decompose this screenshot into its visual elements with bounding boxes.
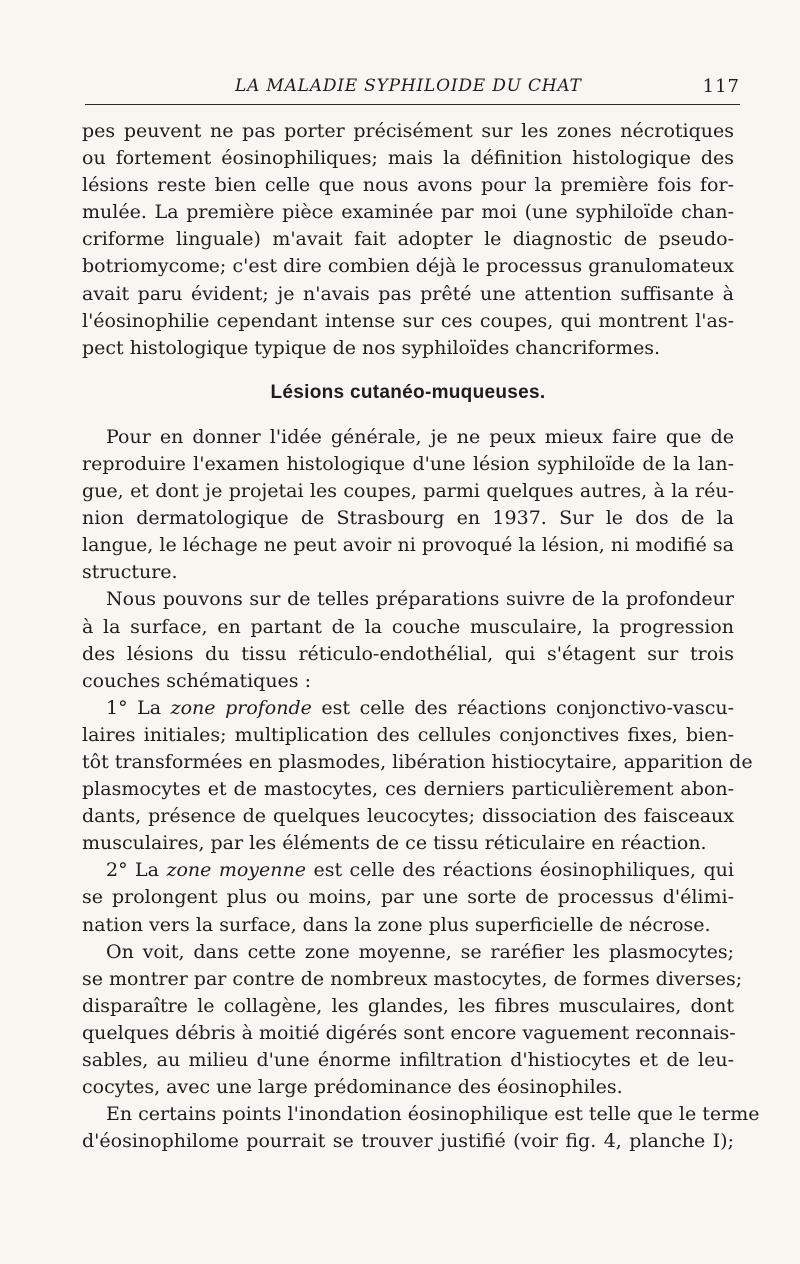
text-line: à la surface, en partant de la couche musculaire, la progression — [82, 615, 734, 638]
text-line: sables, au milieu d'une énorme infiltration d'histiocytes et de leu- — [82, 1049, 734, 1071]
emphasis-text: zone moyenne — [166, 859, 306, 882]
text-line: criforme linguale) m'avait fait adopter le diagnostic de pseudo- — [82, 228, 734, 251]
text-line: ou fortement éosinophiliques; mais la définition histologique des — [82, 147, 734, 170]
paragraph-7 — [82, 1101, 760, 1155]
paragraph-4 — [82, 695, 753, 858]
text-line: En certains points l'inondation éosinophilique est telle que le terme — [106, 1103, 760, 1126]
text-line: disparaître le collagène, les glandes, les fibres musculaires, dont — [82, 994, 734, 1017]
text-line: des lésions du tissu réticulo-endothélial, qui s'étagent sur trois — [82, 642, 734, 665]
text-line: dants, présence de quelques leucocytes; dissociation des faisceaux — [82, 805, 734, 828]
running-header — [85, 76, 740, 105]
paragraph-3 — [82, 586, 734, 694]
text-line: gue, et dont je projetai les coupes, parmi quelques autres, à la réu- — [82, 480, 734, 503]
text-line: d'éosinophilome pourrait se trouver justifié (voir fig. 4, planche I); — [82, 1130, 734, 1153]
text-line: reproduire l'examen histologique d'une lésion syphiloïde de la lan- — [82, 452, 734, 475]
paragraph-2 — [82, 424, 734, 587]
text-line: pes peuvent ne pas porter précisément sur les zones nécrotiques — [82, 120, 734, 142]
text-line: musculaires, par les éléments de ce tissu réticulaire en réaction. — [82, 832, 707, 855]
list-number: 2° La — [106, 859, 167, 882]
text-line: couches schématiques : — [82, 669, 311, 692]
text-line: Nous pouvons sur de telles préparations suivre de la profondeur — [106, 588, 734, 611]
text-line: lésions reste bien celle que nous avons pour la première fois for- — [82, 174, 734, 197]
text-line: pect histologique typique de nos syphiloïdes chancriformes. — [82, 336, 661, 359]
text-line: cocytes, avec une large prédominance des éosinophiles. — [82, 1076, 623, 1099]
text-line: nion dermatologique de Strasbourg en 1937. Sur le dos de la — [82, 507, 734, 530]
text-line: nation vers la surface, dans la zone plus superficielle de nécrose. — [82, 913, 711, 936]
text-line: langue, le léchage ne peut avoir ni provoqué la lésion, ni modifié sa — [82, 534, 734, 557]
page-number: 117 — [702, 76, 740, 97]
line-rest: est celle des réactions éosinophiliques, qui — [306, 859, 734, 882]
text-line: On voit, dans cette zone moyenne, se raréfier les plasmocytes; — [106, 940, 734, 963]
list-number: 1° La — [106, 696, 171, 719]
text-line — [82, 857, 734, 884]
section-heading: Lésions cutanéo-muqueuses. — [270, 381, 546, 403]
emphasis-text: zone profonde — [170, 696, 312, 719]
paragraph-1 — [82, 118, 734, 362]
line-rest: est celle des réactions conjonctivo-vascu- — [311, 696, 734, 719]
text-line: avait paru évident; je n'avais pas prêté une attention suffisante à — [82, 282, 734, 305]
text-line: se montrer par contre de nombreux mastocytes, de formes diverses; — [82, 967, 743, 990]
paragraph-6 — [82, 939, 743, 1102]
running-title: LA MALADIE SYPHILOIDE DU CHAT — [235, 76, 582, 96]
text-line: plasmocytes et de mastocytes, ces derniers particulièrement abon- — [82, 778, 734, 801]
text-line: laires initiales; multiplication des cellules conjonctives fixes, bien- — [82, 723, 734, 746]
text-line: botriomycome; c'est dire combien déjà le processus granulomateux — [82, 255, 734, 278]
text-line: mulée. La première pièce examinée par moi (une syphiloïde chan- — [82, 201, 734, 224]
text-line: se prolongent plus ou moins, par une sorte de processus d'élimi- — [82, 886, 734, 909]
text-line: quelques débris à moitié digérés sont encore vaguement reconnais- — [82, 1021, 736, 1044]
text-line: l'éosinophilie cependant intense sur ces coupes, qui montrent l'as- — [82, 309, 734, 332]
text-line: structure. — [82, 561, 178, 584]
paragraph-5 — [82, 857, 734, 938]
text-line: Pour en donner l'idée générale, je ne peux mieux faire que de — [106, 425, 734, 448]
text-line — [82, 695, 734, 722]
text-line: tôt transformées en plasmodes, libération histiocytaire, apparition de — [82, 750, 753, 773]
body-text — [82, 118, 760, 1155]
